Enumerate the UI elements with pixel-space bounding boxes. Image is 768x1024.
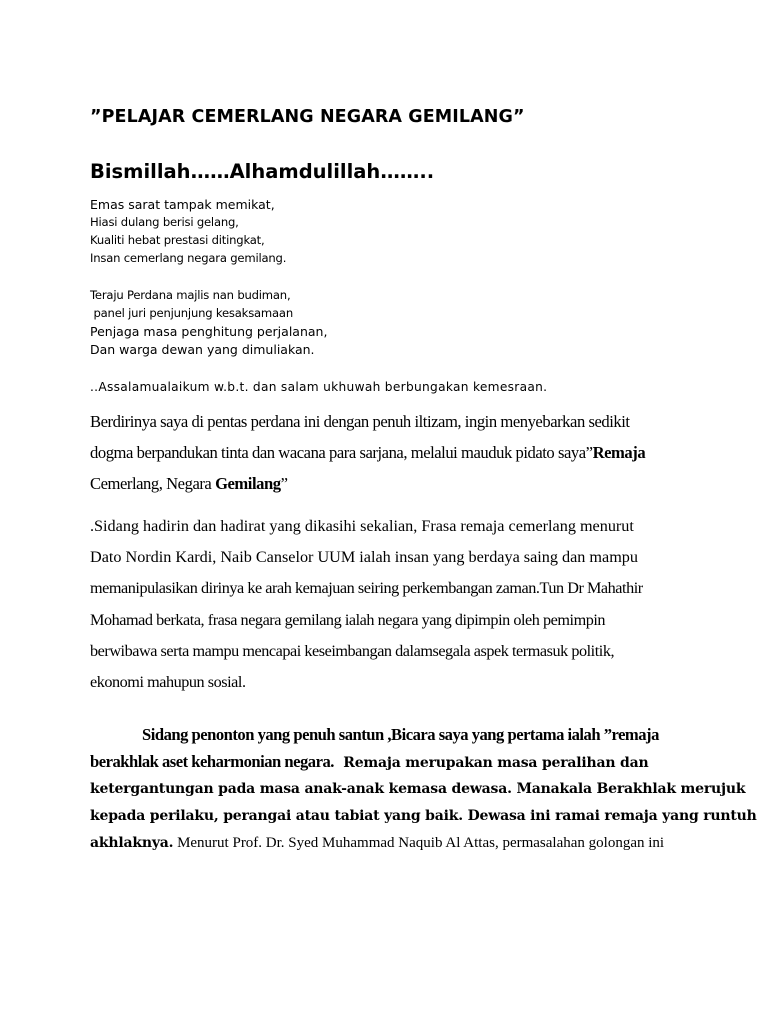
document-title: ”PELAJAR CEMERLANG NEGARA GEMILANG” bbox=[90, 107, 525, 127]
poem-line: Dan warga dewan yang dimuliakan. bbox=[90, 342, 315, 357]
paragraph-line bbox=[90, 835, 664, 852]
emphasis-text: pertama ialah ”remaja bbox=[507, 725, 659, 744]
poem-line: Kualiti hebat prestasi ditingkat, bbox=[90, 233, 265, 247]
paragraph-text: berakhlak aset keharmonian negara. bbox=[90, 752, 334, 771]
paragraph-line bbox=[90, 752, 649, 772]
paragraph-text: dogma berpandukan tinta dan wacana para sarjana, melalui mauduk pidato saya” bbox=[90, 443, 593, 462]
salam-line: ..Assalamualaikum w.b.t. dan salam ukhuwah berbungakan kemesraan. bbox=[90, 380, 548, 394]
paragraph-line bbox=[90, 443, 645, 463]
paragraph-line: .Sidang hadirin dan hadirat yang dikasihi sekalian, Frasa remaja cemerlang menurut bbox=[90, 517, 634, 535]
emphasis-text: akhlaknya. bbox=[90, 835, 174, 851]
paragraph-line: kepada perilaku, perangai atau tabiat yang baik. Dewasa ini ramai remaja yang runtuh bbox=[90, 808, 757, 824]
emphasis-text: Remaja bbox=[592, 443, 646, 462]
paragraph-text: Cemerlang, Negara bbox=[90, 474, 216, 493]
paragraph-line: ekonomi mahupun sosial. bbox=[90, 673, 246, 691]
poem-line: panel juri penjunjung kesaksamaan bbox=[90, 306, 293, 320]
paragraph-line: ketergantungan pada masa anak-anak kemasa dewasa. Manakala Berakhlak merujuk bbox=[90, 781, 746, 797]
poem-line: Insan cemerlang negara gemilang. bbox=[90, 251, 287, 265]
paragraph-line: berwibawa serta mampu mencapai keseimbangan dalamsegala aspek termasuk politik, bbox=[90, 642, 615, 660]
paragraph-line: Berdirinya saya di pentas perdana ini dengan penuh iltizam, ingin menyebarkan sedikit bbox=[90, 412, 630, 431]
poem-line: Hiasi dulang berisi gelang, bbox=[90, 215, 239, 229]
paragraph-text: Remaja merupakan masa peralihan dan bbox=[333, 755, 649, 771]
poem-line: Penjaga masa penghitung perjalanan, bbox=[90, 324, 328, 339]
paragraph-line: memanipulasikan dirinya ke arah kemajuan seiring perkembangan zaman.Tun Dr Mahathir bbox=[90, 579, 643, 597]
paragraph-text: ” bbox=[280, 474, 288, 493]
paragraph-line bbox=[142, 725, 659, 745]
greeting-heading: Bismillah……Alhamdulillah…….. bbox=[90, 160, 435, 183]
paragraph-text: Menurut Prof. Dr. Syed Muhammad Naquib Al Attas, permasalahan golongan ini bbox=[173, 835, 665, 851]
poem-line: Teraju Perdana majlis nan budiman, bbox=[90, 288, 291, 302]
paragraph-line: Mohamad berkata, frasa negara gemilang ialah negara yang dipimpin oleh pemimpin bbox=[90, 611, 606, 629]
paragraph-text: Sidang penonton yang penuh santun ,Bicara saya yang bbox=[142, 725, 508, 744]
emphasis-text: Gemilang bbox=[215, 474, 281, 493]
paragraph-line bbox=[90, 474, 288, 494]
poem-line: Emas sarat tampak memikat, bbox=[90, 197, 275, 212]
paragraph-line: Dato Nordin Kardi, Naib Canselor UUM ialah insan yang berdaya saing dan mampu bbox=[90, 548, 638, 566]
